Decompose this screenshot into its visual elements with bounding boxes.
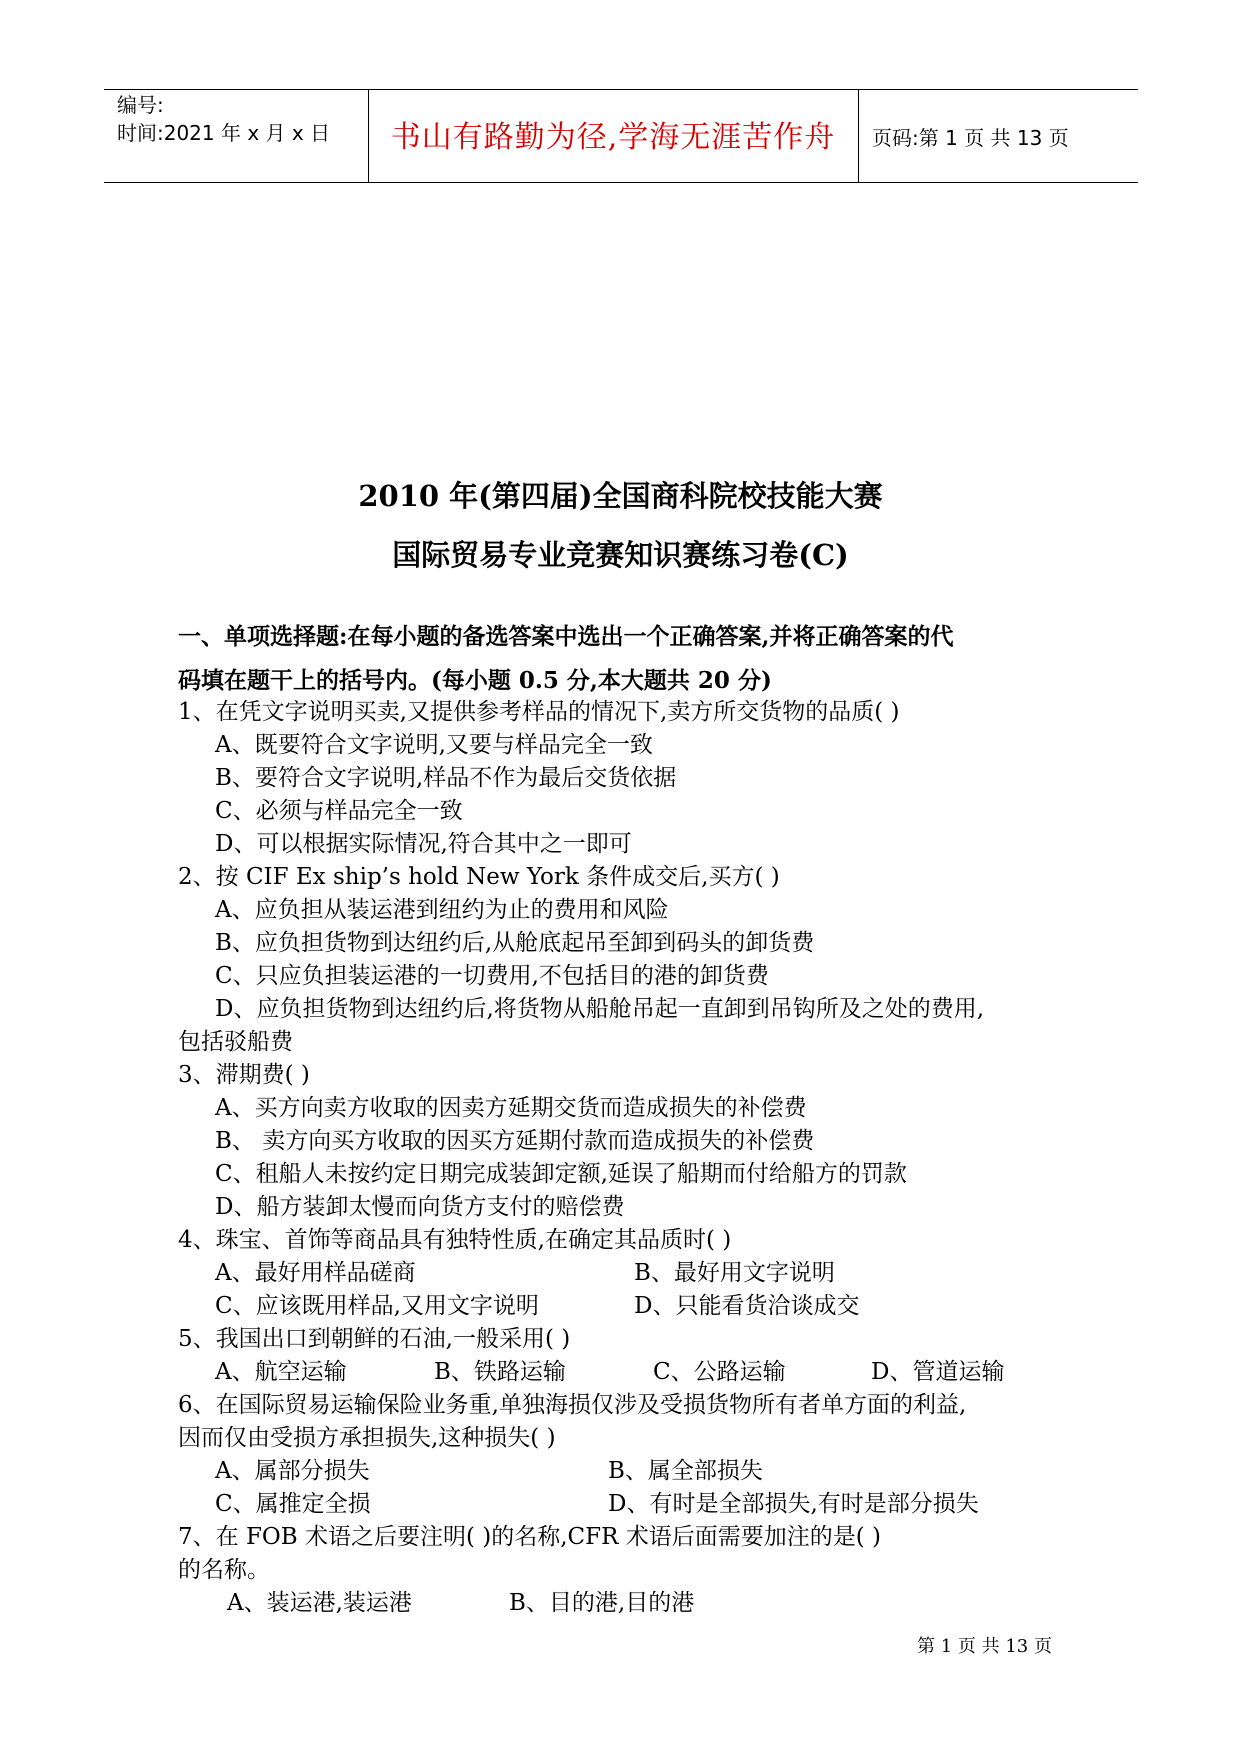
section-heading-line2: 码填在题干上的括号内。(每小题 0.5 分,本大题共 20 分) xyxy=(178,667,772,694)
section-heading-line1: 一、单项选择题:在每小题的备选答案中选出一个正确答案,并将正确答案的代 xyxy=(178,623,954,650)
q4-option-a: A、最好用样品磋商 xyxy=(215,1260,416,1286)
q6-stem-line2: 因而仅由受损方承担损失,这种损失( ) xyxy=(178,1425,556,1451)
q2-option-d-line1: D、应负担货物到达纽约后,将货物从船舱吊起一直卸到吊钩所及之处的费用, xyxy=(215,996,985,1022)
q6-stem-line1: 6、在国际贸易运输保险业务重,单独海损仅涉及受损货物所有者单方面的利益, xyxy=(178,1392,967,1418)
number-label: 编号: xyxy=(117,93,164,117)
q6-option-b: B、属全部损失 xyxy=(608,1458,763,1484)
q1-option-b: B、要符合文字说明,样品不作为最后交货依据 xyxy=(215,765,677,791)
q6-option-a: A、属部分损失 xyxy=(215,1458,370,1484)
q1-option-d: D、可以根据实际情况,符合其中之一即可 xyxy=(215,831,632,857)
page-footer: 第 1 页 共 13 页 xyxy=(917,1636,1052,1657)
q6-option-c: C、属推定全损 xyxy=(215,1491,371,1517)
q5-stem: 5、我国出口到朝鲜的石油,一般采用( ) xyxy=(178,1326,571,1352)
q5-option-a: A、航空运输 xyxy=(215,1359,347,1385)
q5-option-d: D、管道运输 xyxy=(871,1359,1005,1385)
q3-option-d: D、船方装卸太慢而向货方支付的赔偿费 xyxy=(215,1194,625,1220)
time-label: 时间:2021 年 x 月 x 日 xyxy=(117,121,331,145)
header-top-rule xyxy=(104,89,1138,90)
q5-option-c: C、公路运输 xyxy=(653,1359,786,1385)
q4-option-c: C、应该既用样品,又用文字说明 xyxy=(215,1293,539,1319)
q1-stem: 1、在凭文字说明买卖,又提供参考样品的情况下,卖方所交货物的品质( ) xyxy=(178,699,900,725)
q3-stem: 3、滞期费( ) xyxy=(178,1062,310,1088)
header-bottom-rule xyxy=(104,182,1138,183)
page-title: 2010 年(第四届)全国商科院校技能大赛 xyxy=(358,479,883,513)
q4-option-b: B、最好用文字说明 xyxy=(634,1260,835,1286)
q1-option-a: A、既要符合文字说明,又要与样品完全一致 xyxy=(215,732,653,758)
q5-option-b: B、铁路运输 xyxy=(434,1359,566,1385)
q2-option-c: C、只应负担装运港的一切费用,不包括目的港的卸货费 xyxy=(215,963,769,989)
q3-option-b: B、 卖方向买方收取的因买方延期付款而造成损失的补偿费 xyxy=(215,1128,815,1154)
q7-stem-line2: 的名称。 xyxy=(178,1557,270,1583)
q1-option-c: C、必须与样品完全一致 xyxy=(215,798,463,824)
header-divider-right xyxy=(858,89,859,182)
q3-option-c: C、租船人未按约定日期完成装卸定额,延误了船期而付给船方的罚款 xyxy=(215,1161,907,1187)
q4-option-d: D、只能看货洽谈成交 xyxy=(634,1293,860,1319)
q2-stem: 2、按 CIF Ex ship’s hold New York 条件成交后,买方( ) xyxy=(178,864,780,890)
q4-stem: 4、珠宝、首饰等商品具有独特性质,在确定其品质时( ) xyxy=(178,1227,732,1253)
q7-stem-line1: 7、在 FOB 术语之后要注明( )的名称,CFR 术语后面需要加注的是( ) xyxy=(178,1524,881,1550)
q7-option-a: A、装运港,装运港 xyxy=(227,1590,412,1616)
page-subtitle: 国际贸易专业竞赛知识赛练习卷(C) xyxy=(392,538,849,572)
motto: 书山有路勤为径,学海无涯苦作舟 xyxy=(390,120,836,155)
q2-option-b: B、应负担货物到达纽约后,从舱底起吊至卸到码头的卸货费 xyxy=(215,930,815,956)
q7-option-b: B、目的港,目的港 xyxy=(509,1590,695,1616)
q2-option-d-line2: 包括驳船费 xyxy=(178,1029,293,1055)
q3-option-a: A、买方向卖方收取的因卖方延期交货而造成损失的补偿费 xyxy=(215,1095,807,1121)
page-info: 页码:第 1 页 共 13 页 xyxy=(872,126,1069,150)
q6-option-d: D、有时是全部损失,有时是部分损失 xyxy=(608,1491,979,1517)
q2-option-a: A、应负担从装运港到纽约为止的费用和风险 xyxy=(215,897,669,923)
